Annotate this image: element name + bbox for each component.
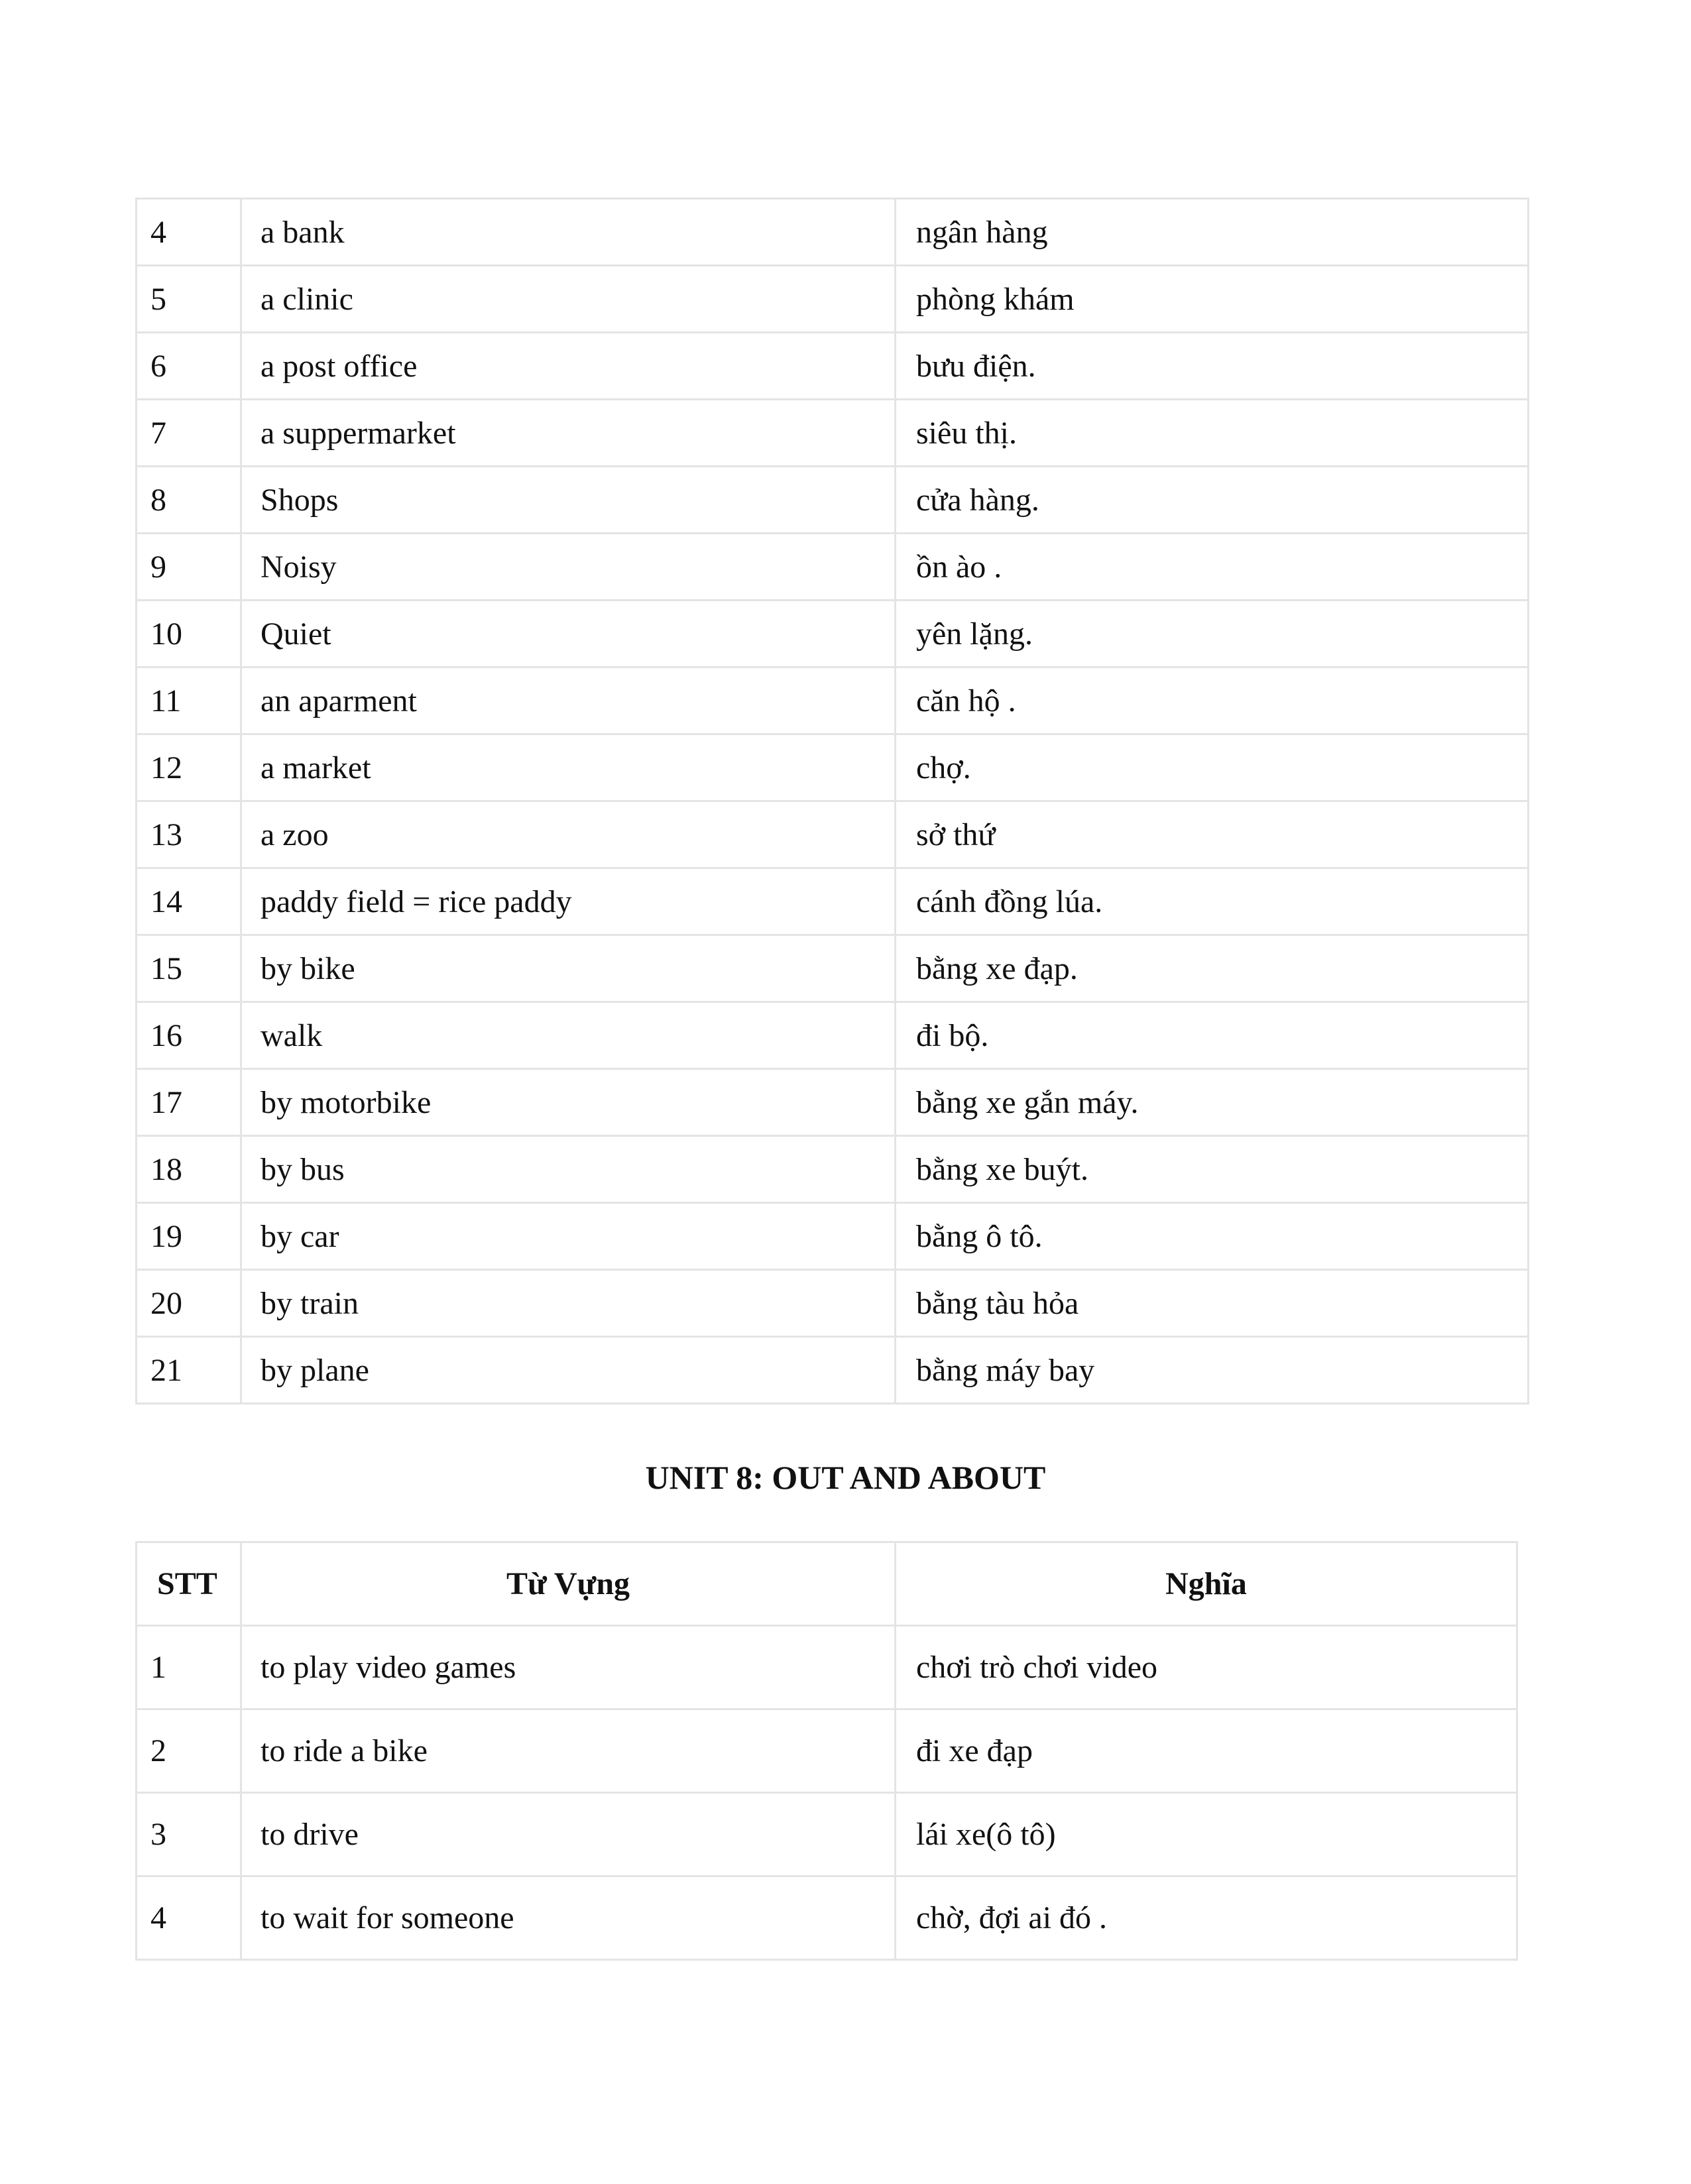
unit8-vocab-table <box>135 1541 1518 1961</box>
row-word: a clinic <box>241 266 896 333</box>
row-number: 4 <box>137 199 241 266</box>
row-word: by car <box>241 1203 896 1270</box>
header-stt: STT <box>137 1542 241 1626</box>
row-meaning: bằng xe buýt. <box>896 1136 1529 1203</box>
row-meaning: lái xe(ô tô) <box>896 1793 1517 1876</box>
row-number: 20 <box>137 1270 241 1337</box>
row-number: 11 <box>137 667 241 734</box>
row-word: a market <box>241 734 896 801</box>
row-number: 2 <box>137 1709 241 1793</box>
unit8-header-row <box>137 1542 1517 1626</box>
table-row <box>137 1002 1529 1069</box>
row-number: 1 <box>137 1626 241 1709</box>
row-meaning: bằng xe gắn máy. <box>896 1069 1529 1136</box>
table-row <box>137 935 1529 1002</box>
row-word: a zoo <box>241 801 896 868</box>
row-word: Noisy <box>241 534 896 601</box>
header-meaning: Nghĩa <box>896 1542 1517 1626</box>
row-meaning: ngân hàng <box>896 199 1529 266</box>
table-row <box>137 1203 1529 1270</box>
table-row <box>137 333 1529 400</box>
row-meaning: căn hộ . <box>896 667 1529 734</box>
row-number: 9 <box>137 534 241 601</box>
unit7-table-body <box>137 199 1529 1404</box>
row-meaning: cửa hàng. <box>896 467 1529 534</box>
row-number: 3 <box>137 1793 241 1876</box>
table-row <box>137 400 1529 467</box>
table-row <box>137 1793 1517 1876</box>
table-row <box>137 1876 1517 1960</box>
row-word: to wait for someone <box>241 1876 896 1960</box>
row-word: by bus <box>241 1136 896 1203</box>
row-number: 19 <box>137 1203 241 1270</box>
row-number: 7 <box>137 400 241 467</box>
table-row <box>137 1626 1517 1709</box>
row-meaning: bằng tàu hỏa <box>896 1270 1529 1337</box>
row-number: 13 <box>137 801 241 868</box>
table-row <box>137 801 1529 868</box>
unit8-table-body <box>137 1626 1517 1960</box>
row-number: 12 <box>137 734 241 801</box>
row-meaning: bằng máy bay <box>896 1337 1529 1404</box>
row-number: 5 <box>137 266 241 333</box>
row-number: 17 <box>137 1069 241 1136</box>
row-meaning: chơi trò chơi video <box>896 1626 1517 1709</box>
row-number: 14 <box>137 868 241 935</box>
row-word: Quiet <box>241 601 896 667</box>
row-meaning: đi bộ. <box>896 1002 1529 1069</box>
row-word: Shops <box>241 467 896 534</box>
table-row <box>137 1136 1529 1203</box>
table-row <box>137 199 1529 266</box>
row-word: by bike <box>241 935 896 1002</box>
unit8-title: UNIT 8: OUT AND ABOUT <box>645 1459 1046 1496</box>
table-row <box>137 534 1529 601</box>
row-number: 18 <box>137 1136 241 1203</box>
row-meaning: siêu thị. <box>896 400 1529 467</box>
row-word: by plane <box>241 1337 896 1404</box>
row-word: to ride a bike <box>241 1709 896 1793</box>
row-number: 8 <box>137 467 241 534</box>
row-number: 21 <box>137 1337 241 1404</box>
row-number: 10 <box>137 601 241 667</box>
row-meaning: bằng xe đạp. <box>896 935 1529 1002</box>
row-word: a bank <box>241 199 896 266</box>
row-meaning: chợ. <box>896 734 1529 801</box>
row-word: walk <box>241 1002 896 1069</box>
row-word: by motorbike <box>241 1069 896 1136</box>
row-meaning: sở thứ <box>896 801 1529 868</box>
row-meaning: chờ, đợi ai đó . <box>896 1876 1517 1960</box>
row-word: a suppermarket <box>241 400 896 467</box>
row-meaning: cánh đồng lúa. <box>896 868 1529 935</box>
row-meaning: đi xe đạp <box>896 1709 1517 1793</box>
row-word: a post office <box>241 333 896 400</box>
table-row <box>137 868 1529 935</box>
table-row <box>137 601 1529 667</box>
table-row <box>137 734 1529 801</box>
row-number: 4 <box>137 1876 241 1960</box>
header-vocabulary: Từ Vựng <box>241 1542 896 1626</box>
row-word: paddy field = rice paddy <box>241 868 896 935</box>
row-meaning: phòng khám <box>896 266 1529 333</box>
row-word: by train <box>241 1270 896 1337</box>
table-row <box>137 1709 1517 1793</box>
row-word: to drive <box>241 1793 896 1876</box>
table-row <box>137 467 1529 534</box>
unit7-vocab-table <box>135 198 1529 1405</box>
row-word: to play video games <box>241 1626 896 1709</box>
table-row <box>137 1337 1529 1404</box>
row-number: 6 <box>137 333 241 400</box>
table-row <box>137 1270 1529 1337</box>
row-meaning: ồn ào . <box>896 534 1529 601</box>
table-row <box>137 1069 1529 1136</box>
table-row <box>137 266 1529 333</box>
row-meaning: yên lặng. <box>896 601 1529 667</box>
row-number: 16 <box>137 1002 241 1069</box>
row-word: an aparment <box>241 667 896 734</box>
table-row <box>137 667 1529 734</box>
row-number: 15 <box>137 935 241 1002</box>
row-meaning: bằng ô tô. <box>896 1203 1529 1270</box>
row-meaning: bưu điện. <box>896 333 1529 400</box>
